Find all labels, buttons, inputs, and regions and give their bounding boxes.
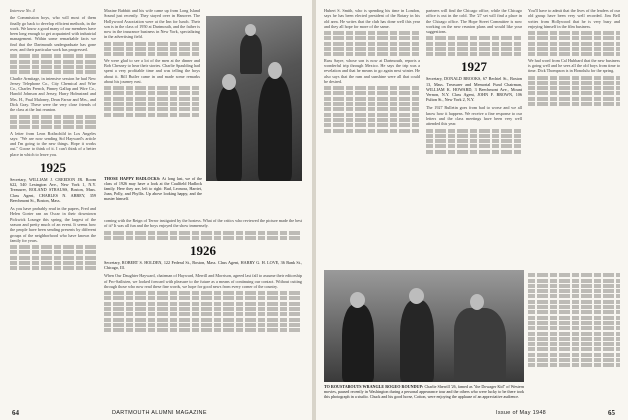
right-page	[316, 0, 628, 420]
caption-text: At long last, we of the class of 1926 may have a look at the Caulfield Hadlock family. Here they are, left to right: Bud, Leonora, Harriet, Joan, Polly, and Phyllis. Up above looking happy, and the master himself.	[104, 176, 202, 202]
column-text: the Commission boys, who will most of them finally go back to develop efficient methods, in the work. We know a good many of our members have been long enough to get acquainted with industrial management. Within some remarkable facts we find that the Dartmouth undergraduate has gone over, and their particular work has progressed.	[10, 15, 96, 53]
column-intro: Intervew No. 4	[10, 8, 35, 13]
column-text: As you have probably read in the papers, Fred and Helen Gorter ran an Oscar in their downtown Pickwick Lounge this spring, the largest of the season and pretty much of an event. It seems how the people have been sending presents by different groups of the neighborhood who have known the family for years.	[10, 206, 96, 243]
column-text: You'll have to admit that the lives of the leaders of our old group have been very well recorded. Jim Bell writes from Hollywood that he is very busy and enjoying himself in the film business.	[528, 8, 620, 29]
class-year-heading: 1925	[40, 160, 66, 176]
page-footer: Issue of May 1948	[496, 410, 547, 416]
column-text: Maxine Babbitt and his wife came up from Long Island Sound just recently. They stayed over in Hanover. The Hollywood Association were at the Inn for lunch. Their son is in the class of 1950 at Dartmouth, and the father is now in the insurance business in New York, specializing in the advertising field.	[104, 8, 200, 40]
column-text: Russ Sayre, whose son is now at Dartmouth, reports a wonderful trip through Mexico. He says the trip was a revelation and that he means to go again next winter. He also says that the rum and sunshine were all that could be desired.	[324, 57, 420, 84]
left-column-1	[10, 8, 96, 400]
page-number: 64	[12, 409, 19, 417]
right-column-3	[528, 8, 620, 268]
column-text: A letter from Leon Rothschild in Los Angeles says: "We are now sending Sid Hayward's article and I'm going to the new things. Hope it works out." Goose to think of it. I can't think of a better place in which to leave you.	[10, 130, 96, 157]
column-text: We were glad to see a lot of the men at the dinner and Bob Chesney to hear their stories. Charlie Spaulding had spent a very profitable time and was telling the boys about it. Bill Butler came in and made some remarks about his journey east.	[104, 57, 200, 84]
page-number: 65	[608, 409, 615, 417]
left-column-2	[104, 8, 200, 174]
column-text: Charlie Armitage, in intensive session he had New Jersey Telephone Co., City Chemical and Wire Co., Charles French, Pinney Gallup and Wire Co., Harold Johnson and Jersey, Harry Holmstead and Mrs. H., Paul Maloney, Dean Farrar and Mrs., and Dick Gray. These were the very close friends of the class at the last reunion.	[10, 75, 96, 113]
right-column-3-lower	[528, 272, 620, 400]
hadlock-family-photo	[206, 16, 302, 181]
column-text: We had word from Cal Hubbard that the new business is going well and he sees all the old boys from time to time. Dick Thompson is in Honolulu for the spring.	[528, 57, 620, 74]
column-text: Hubert S. Smith, who is spending his time in London, says he has been elected president of the Rotary in his old area. He writes that the club has done well this year and they all hope for more of the same.	[324, 8, 420, 29]
caption-title: THOSE HAPPY HADLOCKS:	[104, 176, 161, 181]
photo-caption	[104, 176, 202, 201]
column-text: The 1927 Bulletin goes from bad to worse and we all know how it happens. We receive a fine response to our letters and the class meetings have been very well attended this year.	[426, 105, 522, 127]
roustabouts-photo	[324, 270, 524, 382]
page-footer: DARTMOUTH ALUMNI MAGAZINE	[112, 410, 207, 416]
column-text: coming with the Reign of Terror instigated by the hostess. What of the critics who reviewed the picture made the best of it? It was all fun and the boys enjoyed the show immensely.	[104, 218, 302, 229]
caption-text: Charlie Sherrill '26, famed as "the Dowager Kid" of Western movies, paused recently in Washington during a personal appearance tour and the others who were lucky to be there took this photograph in a studio. Chuck and his good horse, Cotton, were enjoying the applause of an appreciative audience.	[324, 384, 524, 400]
left-page	[0, 0, 312, 420]
left-column-3	[104, 218, 302, 400]
class-officers: Secretary, WILLIAM J. CREEDON JR. Room 622, 540 Lexington Ave., New York 1, N.Y. Treasurer, ROLAND STRAUSS, Boston, Mass. Class Agent, CHARLES N. ABBEY, 359 Beechmont St., Boston, Mass.	[10, 177, 96, 203]
class-year-heading: 1927	[461, 59, 487, 75]
class-officers: Secretary, ROBERT S. HOLDEN, 122 Federal St., Boston, Mass. Class Agent, HARRY G. H. LOVE, 36 Bank St., Chicago, Ill.	[104, 259, 302, 271]
photo-caption	[324, 384, 524, 399]
class-officers: Secretary, DONALD BROOKS, 67 Bechtel St., Boston 13, Mass. Treasurer and Memorial Fund Chairman, WILLIAM K. HOWARD, 3 Beechmont Ave., Mount Vernon, N.Y. Class Agent, JOHN F. BROWN, 106 Fulton St., New York 2, N.Y.	[426, 76, 522, 103]
caption-title: TO ROUSTABOUTS WRANGLE ROGEO ROUNDUP:	[324, 384, 424, 389]
column-text: partners will find the Chicago office, while the Chicago office is out in the cold. The '27 set will find a place in the Chicago office. The Hope Street Committee is now working on the new reunion plans and would like your suggestions.	[426, 8, 522, 35]
right-column-2	[426, 8, 522, 268]
column-text: When Our Daughter Hayward, chairman of Hayward, Merrill and Morrison, agreed last fall to assume their editorship of Pro-Sailisten, we looked forward with pleasure to the future as a means of continuing our contact. Without cutting through those who now read these fine words, we hope for good news from every corner of the country.	[104, 273, 302, 289]
class-year-heading: 1926	[190, 242, 216, 258]
